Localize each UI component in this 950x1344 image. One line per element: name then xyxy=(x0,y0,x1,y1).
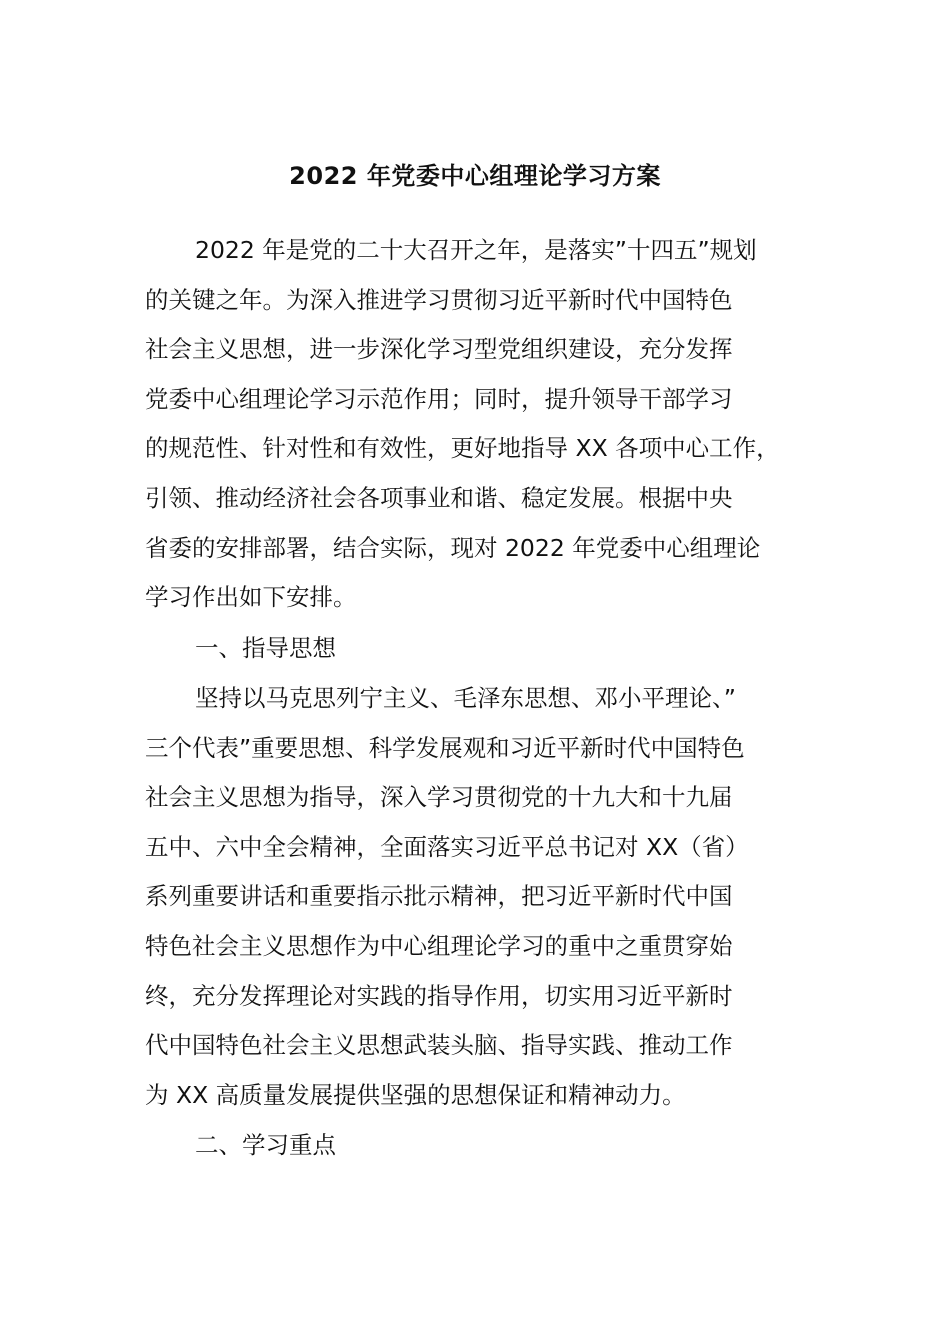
section-heading-text: 一、指导思想 xyxy=(195,634,336,662)
paragraph-line: 2022 年是党的二十大召开之年，是落实”十四五”规划 xyxy=(195,236,757,264)
guiding-ideology-paragraph xyxy=(145,674,835,1120)
paragraph-line: 终，充分发挥理论对实践的指导作用，切实用习近平新时 xyxy=(145,981,733,1010)
section-heading-text: 二、学习重点 xyxy=(195,1131,336,1159)
section-heading-guiding-ideology xyxy=(145,624,835,674)
paragraph-line: 学习作出如下安排。 xyxy=(145,583,357,612)
paragraph-line: 为 XX 高质量发展提供坚强的思想保证和精神动力。 xyxy=(145,1080,686,1109)
paragraph-line: 系列重要讲话和重要指示批示精神，把习近平新时代中国 xyxy=(145,882,733,911)
intro-paragraph xyxy=(145,226,835,623)
paragraph-line: 的规范性、针对性和有效性，更好地指导 XX 各项中心工作， xyxy=(145,434,780,463)
paragraph-line: 省委的安排部署，结合实际，现对 2022 年党委中心组理论 xyxy=(145,533,761,562)
paragraph-line: 党委中心组理论学习示范作用；同时，提升领导干部学习 xyxy=(145,384,733,413)
paragraph-line: 代中国特色社会主义思想武装头脑、指导实践、推动工作 xyxy=(145,1031,733,1060)
paragraph-line: 特色社会主义思想作为中心组理论学习的重中之重贯穿始 xyxy=(145,931,733,960)
paragraph-line: 社会主义思想为指导，深入学习贯彻党的十九大和十九届 xyxy=(145,783,733,812)
paragraph-line: 坚持以马克思列宁主义、毛泽东思想、邓小平理论、” xyxy=(195,684,736,712)
paragraph-line: 引领、推动经济社会各项事业和谐、稳定发展。根据中央 xyxy=(145,483,733,512)
paragraph-line: 的关键之年。为深入推进学习贯彻习近平新时代中国特色 xyxy=(145,285,733,314)
paragraph-line: 社会主义思想，进一步深化学习型党组织建设，充分发挥 xyxy=(145,335,733,364)
document-title: 2022 年党委中心组理论学习方案 xyxy=(289,162,661,190)
paragraph-line: 三个代表”重要思想、科学发展观和习近平新时代中国特色 xyxy=(145,733,745,762)
paragraph-line: 五中、六中全会精神，全面落实习近平总书记对 XX（省） xyxy=(145,832,749,861)
section-heading-study-focus xyxy=(145,1121,835,1171)
